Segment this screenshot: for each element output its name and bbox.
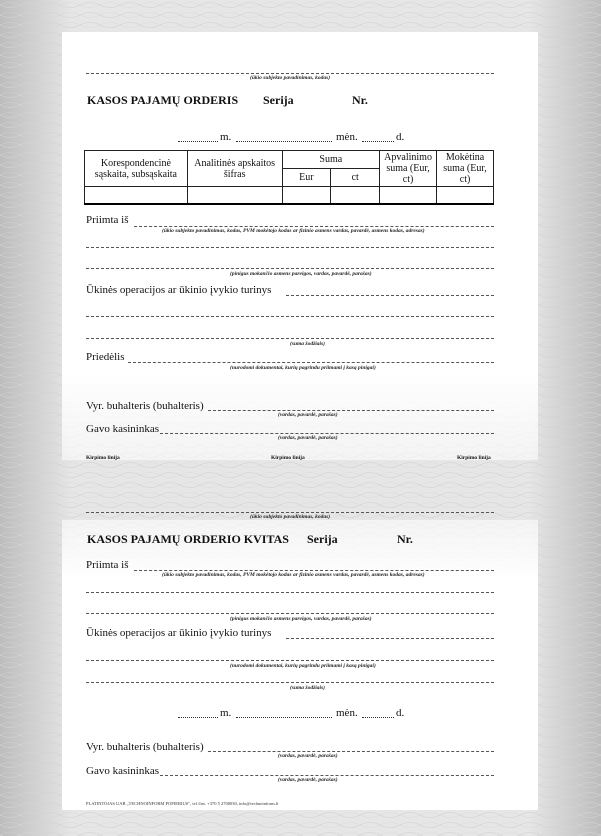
order-sum-field[interactable] [86,338,494,339]
receipt-month-label: mėn. [336,707,358,719]
order-accountant-label: Vyr. buhalteris (buhalteris) [86,400,204,412]
order-month-label: mėn. [336,131,358,143]
receipt-cashier-caption: (vardas, pavardė, parašas) [278,777,338,783]
order-table [84,150,494,205]
order-day-label: d. [396,131,405,143]
order-sum-caption: (suma žodžiais) [290,341,325,347]
col-rounding-sum: Apvalinimo suma (Eur, ct) [380,151,437,187]
order-operation-field-2[interactable] [86,316,494,317]
order-title: KASOS PAJAMŲ ORDERIS [87,93,239,107]
receipt-received-field[interactable] [134,570,494,571]
receipt-year-label: m. [220,707,232,719]
order-received-field[interactable] [134,226,494,227]
cut-line-label-center: Kirpimo linija [271,455,305,461]
order-operation-field[interactable] [286,295,494,296]
receipt-series-label: Serija [307,532,338,546]
receipt-cashier-field[interactable] [160,775,494,776]
col-correspondent-account: Korespondencinė sąskaita, subsąskaita [85,151,188,187]
receipt-year-field[interactable] [178,717,218,718]
org-caption: (ūkio subjekto pavadinimas, kodas) [250,75,331,81]
order-attachment-caption: (nurodomi dokumentai, kurių pagrindu priimami į kasą pinigai) [230,365,376,371]
receipt-payer-field[interactable] [86,613,494,614]
order-number-label: Nr. [352,93,368,107]
order-accountant-caption: (vardas, pavardė, parašas) [278,412,338,418]
order-operation-label: Ūkinės operacijos ar ūkinio įvykio turinys [86,284,272,296]
cell-analytic[interactable] [187,187,282,205]
receipt-org-caption: (ūkio subjekto pavadinimas, kodas) [250,514,331,520]
order-payer-caption: (pinigus mokančio asmens pareigos, vardas, pavardė, parašas) [230,271,372,277]
cut-line-label-left: Kirpimo linija [86,455,120,461]
order-series-label: Serija [263,93,294,107]
col-eur: Eur [282,169,331,187]
cut-line-label-right: Kirpimo linija [457,455,491,461]
cell-payable[interactable] [437,187,494,205]
order-accountant-field[interactable] [208,410,494,411]
cell-ct[interactable] [331,187,380,205]
receipt-title: KASOS PAJAMŲ ORDERIO KVITAS [87,532,289,546]
receipt-docs-field[interactable] [86,660,494,661]
col-analytic-code: Analitinės apskaitos šifras [187,151,282,187]
order-received-label: Priimta iš [86,214,129,226]
order-received-caption: (ūkio subjekto pavadinimas, kodas, PVM mokėtojo kodas ar fizinio asmens vardas, pavardė, asmens kodas, adresas) [162,228,425,234]
order-year-label: m. [220,131,232,143]
receipt-cashier-label: Gavo kasininkas [86,765,160,777]
receipt-docs-caption: (nurodomi dokumentai, kurių pagrindu priimami į kasą pinigai) [230,663,376,669]
order-payer-field[interactable] [86,268,494,269]
receipt-sum-field[interactable] [86,682,494,683]
receipt-payer-caption: (pinigus mokančio asmens pareigos, vardas, pavardė, parašas) [230,616,372,622]
receipt-day-label: d. [396,707,405,719]
receipt-received-caption: (ūkio subjekto pavadinimas, kodas, PVM mokėtojo kodas ar fizinio asmens vardas, pavardė, asmens kodas, adresas) [162,572,425,578]
org-line[interactable] [86,73,494,74]
receipt-accountant-caption: (vardas, pavardė, parašas) [278,753,338,759]
order-attachment-field[interactable] [128,362,494,363]
cell-eur[interactable] [282,187,331,205]
receipt-number-label: Nr. [397,532,413,546]
receipt-operation-field[interactable] [286,638,494,639]
footer-distributor: PLATINTOJAS UAB „TECHNOINFORM POPIERIUS", tel./fax. +370 5 2700030, info@technoinform.lt [86,801,279,806]
receipt-sum-caption: (suma žodžiais) [290,685,325,691]
receipt-operation-label: Ūkinės operacijos ar ūkinio įvykio turinys [86,627,272,639]
col-payable-sum: Mokėtina suma (Eur, ct) [437,151,494,187]
col-ct: ct [331,169,380,187]
order-attachment-label: Priedėlis [86,351,125,363]
order-received-field-2[interactable] [86,247,494,248]
receipt-month-field[interactable] [236,717,332,718]
receipt-accountant-label: Vyr. buhalteris (buhalteris) [86,741,204,753]
receipt-org-line[interactable] [86,512,494,513]
col-sum: Suma [282,151,380,169]
receipt-received-label: Priimta iš [86,559,129,571]
order-cashier-field[interactable] [160,433,494,434]
receipt-day-field[interactable] [362,717,394,718]
order-day-field[interactable] [362,141,394,142]
receipt-accountant-field[interactable] [208,751,494,752]
receipt-received-field-2[interactable] [86,592,494,593]
order-cashier-label: Gavo kasininkas [86,423,160,435]
cell-account[interactable] [85,187,188,205]
order-year-field[interactable] [178,141,218,142]
cell-rounding[interactable] [380,187,437,205]
order-cashier-caption: (vardas, pavardė, parašas) [278,435,338,441]
order-month-field[interactable] [236,141,332,142]
